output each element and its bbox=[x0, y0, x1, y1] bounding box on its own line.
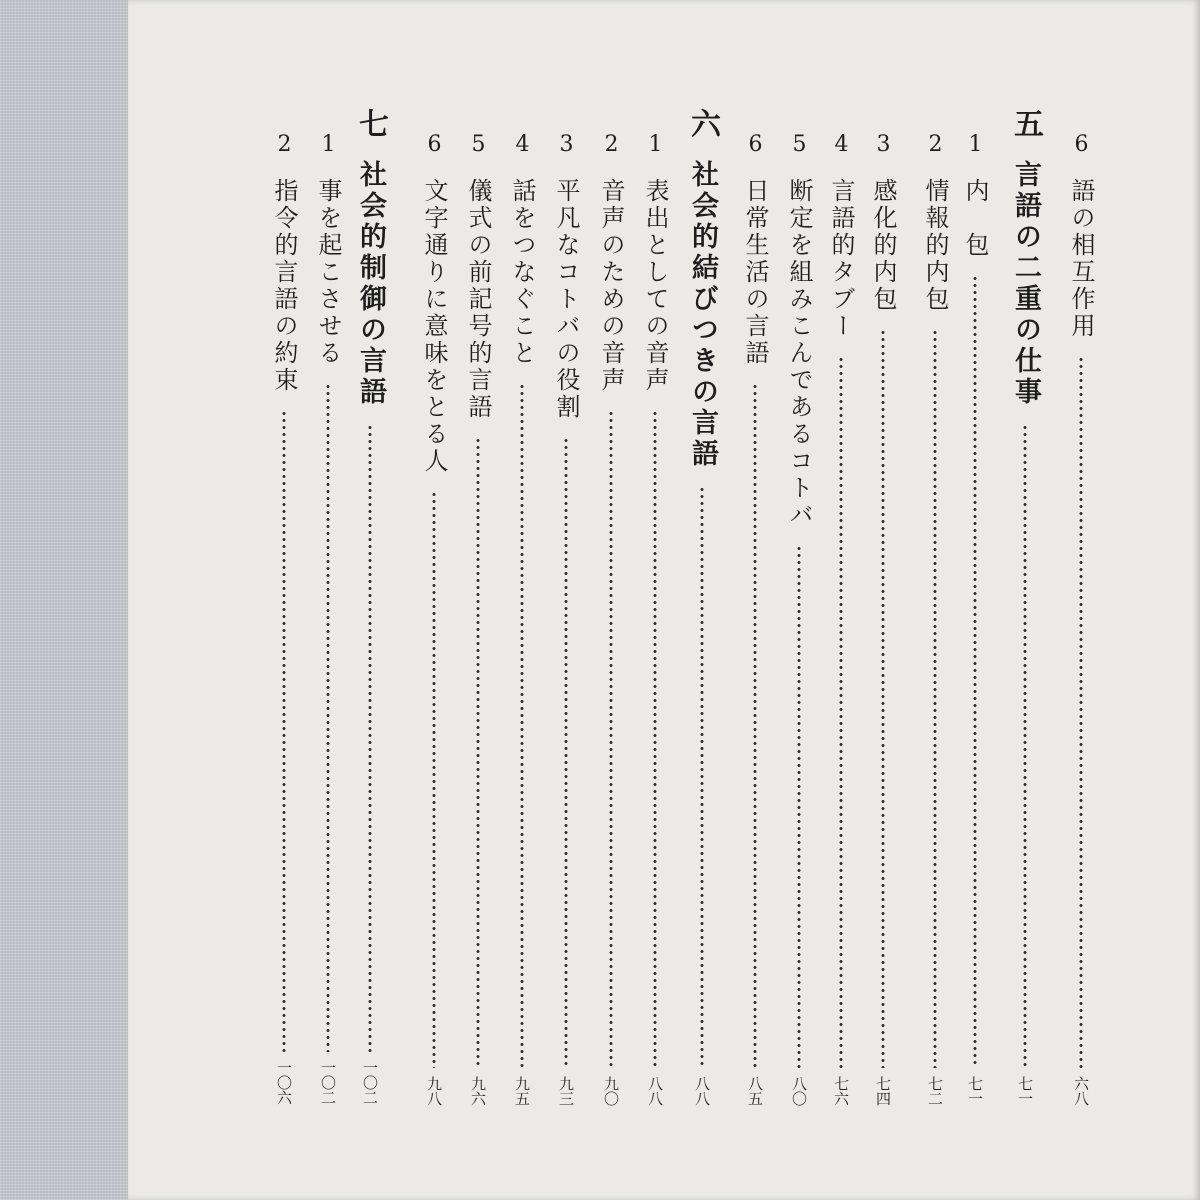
chapter-number: 七 bbox=[353, 108, 388, 142]
chapter-number: 五 bbox=[1008, 108, 1043, 142]
dot-leader bbox=[653, 410, 657, 1068]
section-title: 日常生活の言語 bbox=[741, 178, 769, 367]
toc-entry bbox=[779, 0, 819, 1200]
section-title: 儀式の前記号的言語 bbox=[464, 178, 492, 421]
page-number: 八八 bbox=[646, 1076, 664, 1106]
dot-leader bbox=[1079, 356, 1083, 1068]
page-number: 七六 bbox=[832, 1076, 850, 1106]
section-number: 5 bbox=[466, 132, 491, 160]
dot-leader bbox=[609, 410, 613, 1068]
toc-entry bbox=[264, 0, 304, 1200]
dot-leader bbox=[476, 437, 480, 1068]
section-number: 1 bbox=[963, 132, 988, 160]
section-number: 4 bbox=[510, 132, 535, 160]
dot-leader bbox=[933, 329, 937, 1068]
toc-entry bbox=[955, 0, 995, 1200]
toc-entry bbox=[414, 0, 454, 1200]
section-title: 音声のための音声 bbox=[597, 178, 625, 394]
dot-leader bbox=[1023, 424, 1027, 1068]
toc-entry bbox=[458, 0, 498, 1200]
toc-entry bbox=[735, 0, 775, 1200]
toc-chapter bbox=[350, 0, 390, 1200]
page-number: 一〇二 bbox=[361, 1060, 379, 1105]
section-number: 3 bbox=[871, 132, 896, 160]
section-title: 文字通りに意味をとる人 bbox=[420, 178, 448, 475]
page-number: 七一 bbox=[966, 1076, 984, 1106]
toc-page bbox=[128, 0, 1200, 1200]
section-title: 語の相互作用 bbox=[1067, 178, 1095, 340]
dot-leader bbox=[797, 545, 801, 1068]
book-cover-cloth bbox=[0, 0, 128, 1200]
section-number: 3 bbox=[554, 132, 579, 160]
dot-leader bbox=[326, 383, 330, 1052]
dot-leader bbox=[881, 329, 885, 1068]
dot-leader bbox=[564, 437, 568, 1068]
dot-leader bbox=[753, 383, 757, 1068]
section-number: 6 bbox=[1069, 132, 1094, 160]
section-title: 内 包 bbox=[961, 178, 989, 259]
toc-entry bbox=[915, 0, 955, 1200]
toc-chapter bbox=[1005, 0, 1045, 1200]
dot-leader bbox=[973, 275, 977, 1068]
section-title: 断定を組みこんであるコトバ bbox=[785, 178, 813, 529]
page-number: 九八 bbox=[425, 1076, 443, 1106]
page-number: 九六 bbox=[469, 1076, 487, 1106]
section-number: 6 bbox=[422, 132, 447, 160]
page-number: 七一 bbox=[1016, 1076, 1034, 1106]
page-number: 八八 bbox=[693, 1076, 711, 1106]
section-number: 1 bbox=[316, 132, 341, 160]
section-title: 表出としての音声 bbox=[641, 178, 669, 394]
page-number: 一〇二 bbox=[319, 1060, 337, 1105]
page-number: 九三 bbox=[557, 1076, 575, 1106]
section-number: 1 bbox=[643, 132, 668, 160]
section-number: 6 bbox=[743, 132, 768, 160]
dot-leader bbox=[839, 356, 843, 1068]
page-number: 九五 bbox=[513, 1076, 531, 1106]
section-number: 2 bbox=[599, 132, 624, 160]
page-number: 一〇六 bbox=[275, 1060, 293, 1105]
section-title: 情報的内包 bbox=[921, 178, 949, 313]
section-title: 指令的言語の約束 bbox=[270, 178, 298, 394]
dot-leader bbox=[520, 383, 524, 1068]
page-number: 六八 bbox=[1072, 1076, 1090, 1106]
section-number: 2 bbox=[272, 132, 297, 160]
dot-leader bbox=[282, 410, 286, 1052]
dot-leader bbox=[700, 486, 704, 1068]
section-title: 事を起こさせる bbox=[314, 178, 342, 367]
section-title: 言語的タブー bbox=[827, 178, 855, 340]
section-title: 感化的内包 bbox=[869, 178, 897, 313]
chapter-title: 社会的結びつきの言語 bbox=[687, 160, 718, 470]
section-number: 5 bbox=[787, 132, 812, 160]
page-number: 七四 bbox=[874, 1076, 892, 1106]
toc-entry bbox=[502, 0, 542, 1200]
toc-entry bbox=[1061, 0, 1101, 1200]
section-title: 話をつなぐこと bbox=[508, 178, 536, 367]
toc-entry bbox=[308, 0, 348, 1200]
page-number: 七二 bbox=[926, 1076, 944, 1106]
page-number: 九〇 bbox=[602, 1076, 620, 1106]
section-number: 4 bbox=[829, 132, 854, 160]
toc-entry bbox=[863, 0, 903, 1200]
toc-entry bbox=[546, 0, 586, 1200]
chapter-title: 社会的制御の言語 bbox=[355, 160, 386, 408]
dot-leader bbox=[368, 424, 372, 1052]
toc-entry bbox=[821, 0, 861, 1200]
section-title: 平凡なコトバの役割 bbox=[552, 178, 580, 421]
toc-chapter bbox=[682, 0, 722, 1200]
dot-leader bbox=[432, 491, 436, 1068]
toc-entry bbox=[591, 0, 631, 1200]
toc-entry bbox=[635, 0, 675, 1200]
section-number: 2 bbox=[923, 132, 948, 160]
chapter-number: 六 bbox=[685, 108, 720, 142]
chapter-title: 言語の二重の仕事 bbox=[1010, 160, 1041, 408]
page-number: 八五 bbox=[746, 1076, 764, 1106]
page-number: 八〇 bbox=[790, 1076, 808, 1106]
